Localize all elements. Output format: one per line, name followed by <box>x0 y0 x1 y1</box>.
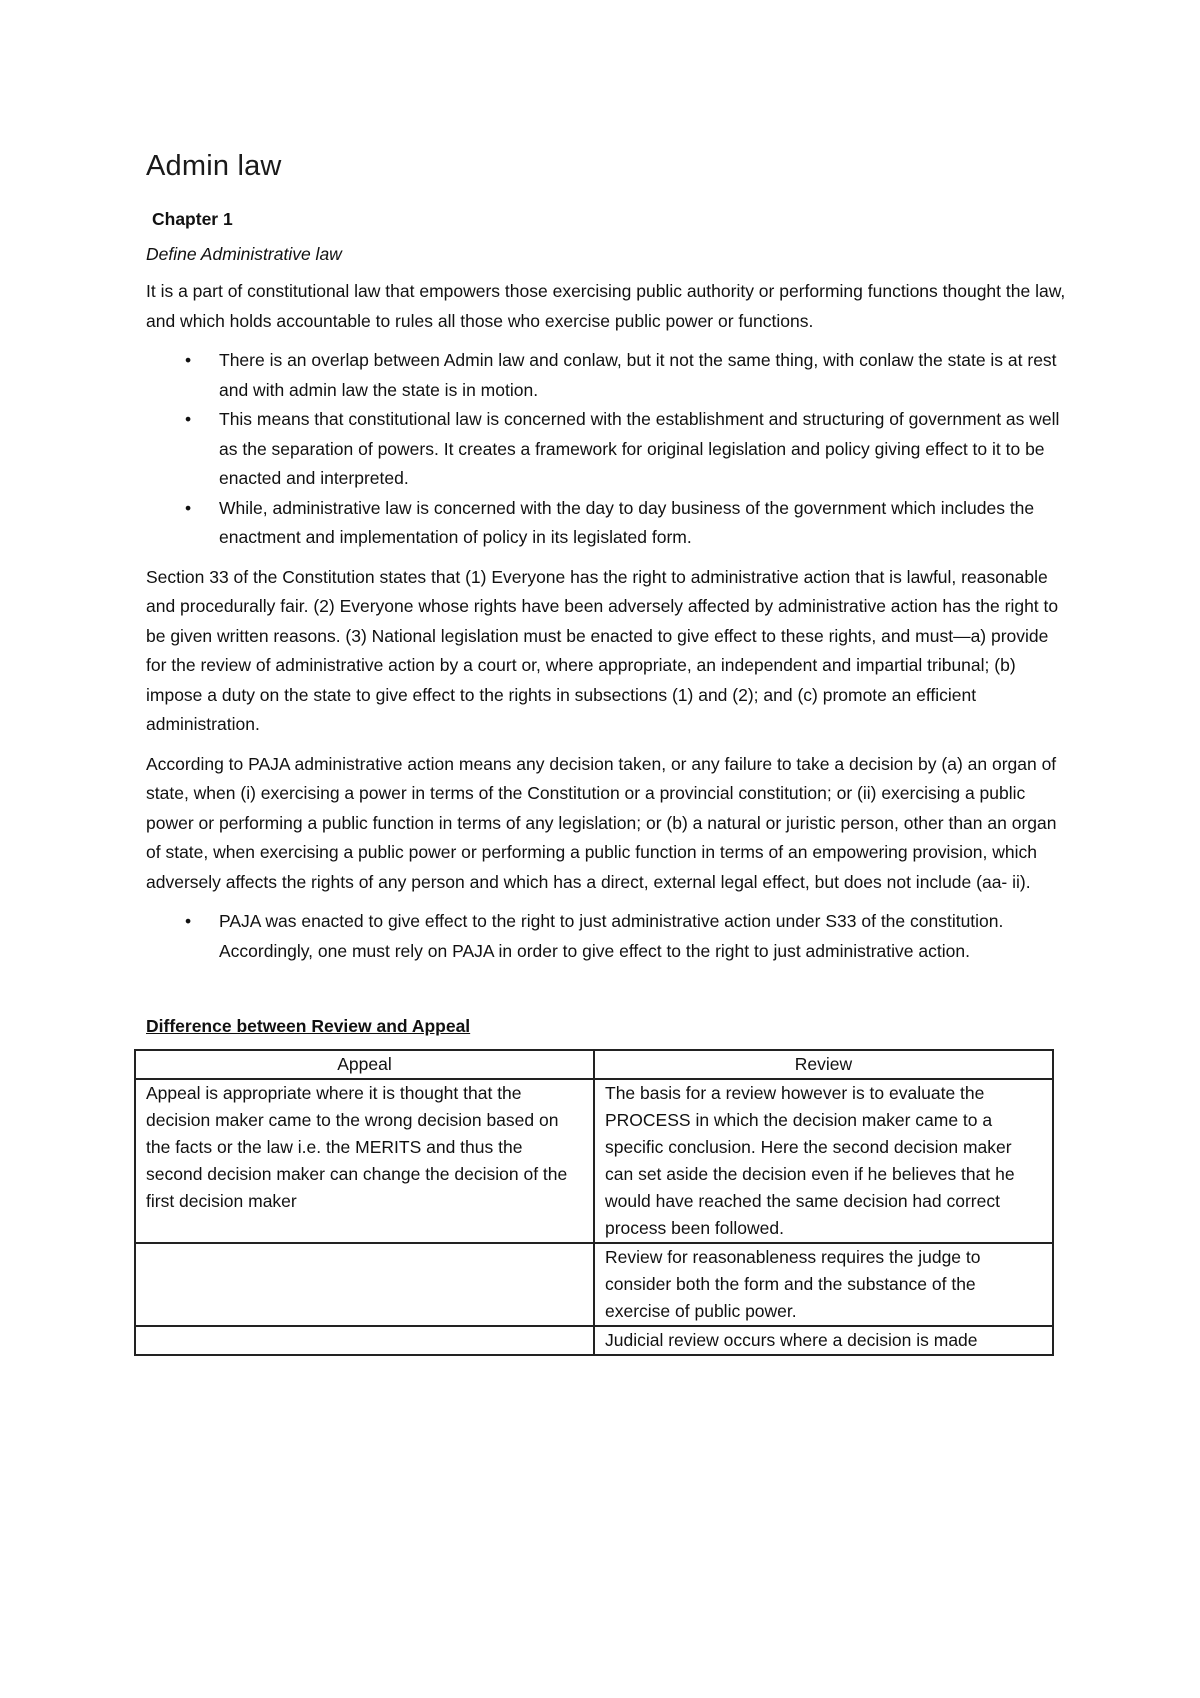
bullet-item: • This means that constitutional law is concerned with the establishment and structuring of government as well as the separation of powers. It creates a framework for original legislation and policy giving effect to it to be enacted and interpreted. <box>219 405 1066 494</box>
review-cell: Review for reasonableness requires the judge to consider both the form and the substance of the exercise of public power. <box>594 1243 1053 1326</box>
appeal-cell <box>135 1326 594 1355</box>
appeal-cell <box>135 1243 594 1326</box>
table-heading: Difference between Review and Appeal <box>146 1016 471 1036</box>
column-header-appeal: Appeal <box>135 1050 594 1079</box>
table-header-row <box>135 1050 1053 1079</box>
review-cell: The basis for a review however is to evaluate the PROCESS in which the decision maker came to a specific conclusion. Here the second decision maker can set aside the decision even if he believes that he would have reached the same decision had correct process been followed. <box>594 1079 1053 1243</box>
bullet-item: • There is an overlap between Admin law and conlaw, but it not the same thing, with conlaw the state is at rest and with admin law the state is in motion. <box>219 346 1066 405</box>
bullet-item: • PAJA was enacted to give effect to the right to just administrative action under S33 of the constitution. Accordingly, one must rely on PAJA in order to give effect to the right to just administrative action. <box>219 907 1066 966</box>
intro-paragraph: It is a part of constitutional law that empowers those exercising public authority or performing functions thought the law, and which holds accountable to rules all those who exercise public power or functions. <box>146 281 1066 331</box>
table-row <box>135 1243 1053 1326</box>
appeal-cell: Appeal is appropriate where it is thought that the decision maker came to the wrong decision based on the facts or the law i.e. the MERITS and thus the second decision maker can change the decision of the first decision maker <box>135 1079 594 1243</box>
document-title: Admin law <box>146 150 282 182</box>
paja-definition-paragraph: According to PAJA administrative action means any decision taken, or any failure to take a decision by (a) an organ of state, when (i) exercising a power in terms of the Constitution or a provincial constitution; or (ii) exercising a public power or performing a public function in terms of any legislation; or (b) a natural or juristic person, other than an organ of state, when exercising a public power or performing a public function in terms of an empowering provision, which adversely affects the rights of any person and which has a direct, external legal effect, but does not include (aa- ii). <box>146 753 1057 892</box>
table-row <box>135 1326 1053 1355</box>
review-cell: Judicial review occurs where a decision is made <box>594 1326 1053 1355</box>
section33-paragraph: Section 33 of the Constitution states that (1) Everyone has the right to administrative action that is lawful, reasonable and procedurally fair. (2) Everyone whose rights have been adversely affected by administrative action has the right to be given written reasons. (3) National legislation must be enacted to give effect to these rights, and must—a) provide for the review of administrative action by a court or, where appropriate, an independent and impartial tribunal; (b) impose a duty on the state to give effect to the rights in subsections (1) and (2); and (c) promote an efficient administration. <box>146 566 1059 734</box>
bullet-list-paja <box>146 907 1066 966</box>
column-header-review: Review <box>594 1050 1053 1079</box>
document-page <box>146 150 1066 1356</box>
chapter-heading: Chapter 1 <box>152 209 233 229</box>
bullet-item: • While, administrative law is concerned with the day to day business of the government which includes the enactment and implementation of policy in its legislated form. <box>219 494 1066 553</box>
bullet-list-conlaw <box>146 346 1066 553</box>
table-row <box>135 1079 1053 1243</box>
section-subheading: Define Administrative law <box>146 244 342 264</box>
review-appeal-table <box>134 1049 1054 1356</box>
